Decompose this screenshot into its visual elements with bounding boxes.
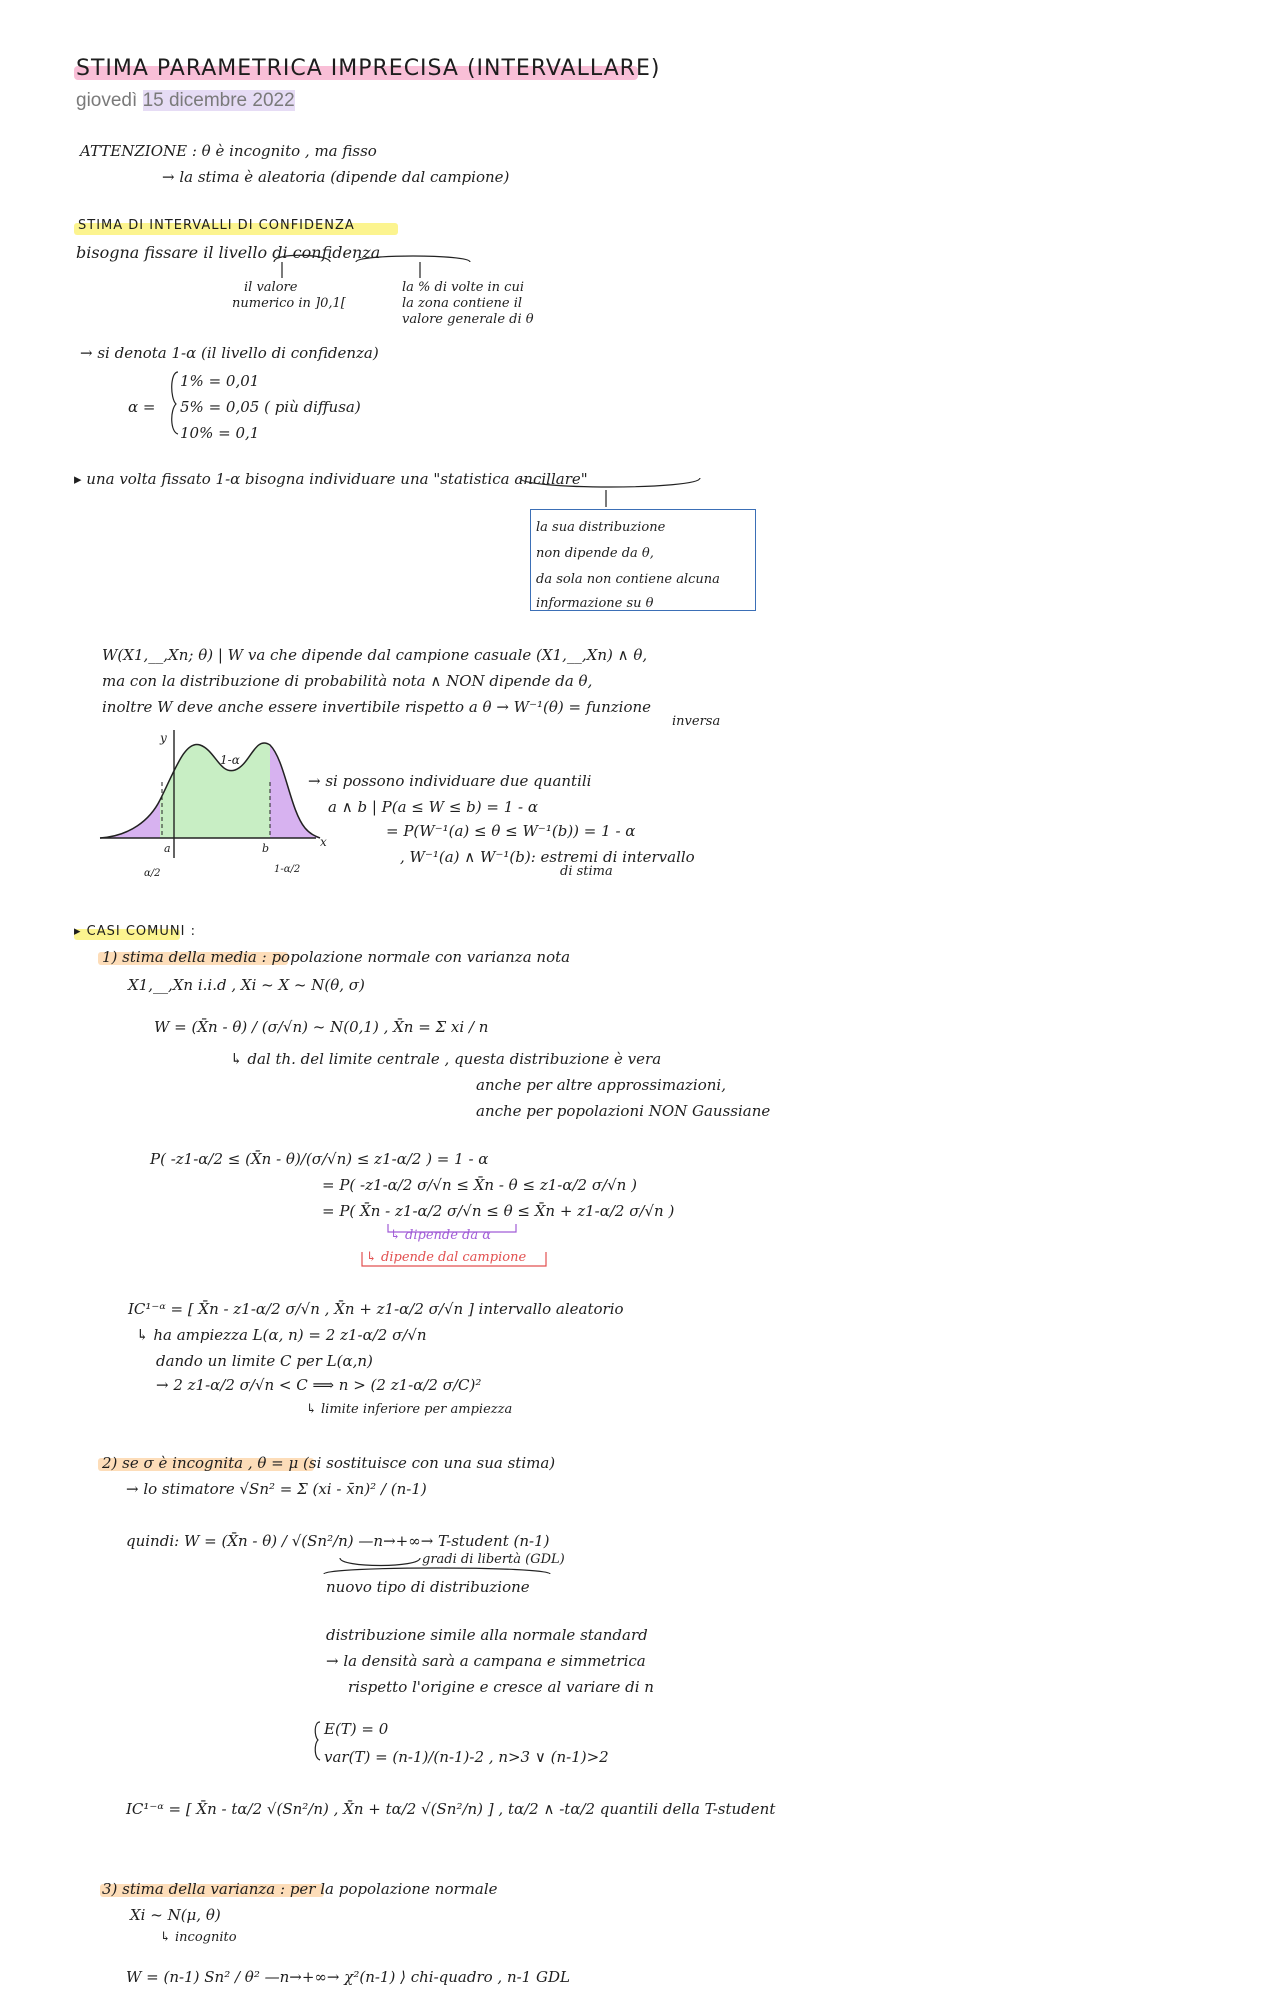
w-line-1: W(X1,__,Xn; θ) | W va che dipende dal campione casuale (X1,__,Xn) ∧ θ, bbox=[102, 646, 648, 664]
case2-new-distribution: nuovo tipo di distribuzione bbox=[326, 1578, 530, 1596]
case3-w: W = (n-1) Sn² / θ² —n→+∞→ χ²(n-1) ⟩ chi-quadro , n-1 GDL bbox=[126, 1968, 570, 1986]
graph-a-label: a bbox=[164, 842, 171, 855]
box-line-1: la sua distribuzione bbox=[536, 520, 666, 535]
attenzione-line: ATTENZIONE : θ è incognito , ma fisso bbox=[80, 142, 377, 160]
prob-line-1: P( -z1-α/2 ≤ (X̄n - θ)/(σ/√n) ≤ z1-α/2 ) = 1 - α bbox=[150, 1150, 489, 1168]
case2-variance: var(T) = (n-1)/(n-1)-2 , n>3 ∨ (n-1)>2 bbox=[324, 1748, 609, 1766]
ic-line-2: ↳ ha ampiezza L(α, n) = 2 z1-α/2 σ/√n bbox=[136, 1326, 427, 1344]
density-graph bbox=[100, 730, 320, 858]
case2-gdl: gradi di libertà (GDL) bbox=[422, 1552, 565, 1567]
brace-tstudent bbox=[324, 1568, 550, 1574]
case1-heading: 1) stima della media : popolazione normale con varianza nota bbox=[102, 948, 571, 966]
bisogna-line: bisogna fissare il livello di confidenza bbox=[76, 243, 381, 262]
ancillare-underline bbox=[520, 478, 700, 487]
case3-dist: Xi ~ N(μ, θ) bbox=[130, 1906, 221, 1924]
alpha-option-2: 5% = 0,05 ( più diffusa) bbox=[180, 398, 361, 416]
graph-right-tail bbox=[270, 745, 320, 838]
box-line-4: informazione su θ bbox=[536, 596, 654, 611]
valore-note-2: numerico in ]0,1[ bbox=[232, 296, 346, 311]
case1-w: W = (X̄n - θ) / (σ/√n) ~ N(0,1) , X̄n = Σ xi / n bbox=[154, 1018, 489, 1036]
prob-depends-sample: ↳ dipende dal campione bbox=[366, 1250, 527, 1265]
percent-note-1: la % di volte in cui bbox=[402, 280, 524, 295]
case2-stimatore: → lo stimatore √Sn² = Σ (xi - x̄n)² / (n-1) bbox=[126, 1480, 427, 1498]
case1-iid: X1,__,Xn i.i.d , Xi ~ X ~ N(θ, σ) bbox=[128, 976, 365, 994]
brace-expectation bbox=[315, 1722, 320, 1760]
case2-desc-3: rispetto l'origine e cresce al variare di n bbox=[348, 1678, 654, 1696]
denota-line: → si denota 1-α (il livello di confidenza) bbox=[80, 344, 379, 362]
w-line-3: inoltre W deve anche essere invertibile rispetto a θ → W⁻¹(θ) = funzione bbox=[102, 698, 652, 716]
case2-ic: IC¹⁻ᵅ = [ X̄n - tα/2 √(Sn²/n) , X̄n + tα/2 √(Sn²/n) ] , tα/2 ∧ -tα/2 quantili della T-student bbox=[126, 1800, 776, 1818]
case3-unknown: ↳ incognito bbox=[160, 1930, 237, 1945]
w-line-4: inversa bbox=[672, 714, 721, 729]
prob-depends-alpha: ↳ dipende da α bbox=[390, 1228, 492, 1243]
w-line-2: ma con la distribuzione di probabilità nota ∧ NON dipende da θ, bbox=[102, 672, 593, 690]
brace-gdl bbox=[340, 1558, 420, 1566]
date-weekday: giovedì bbox=[76, 90, 138, 111]
alpha-brace bbox=[172, 372, 178, 434]
prob-line-3: = P( X̄n - z1-α/2 σ/√n ≤ θ ≤ X̄n + z1-α/2 σ/√n ) bbox=[322, 1202, 675, 1220]
case2-heading: 2) se σ è incognita , θ = μ (si sostituisce con una sua stima) bbox=[102, 1454, 556, 1472]
ic-line-4: → 2 z1-α/2 σ/√n < C ⟹ n > (2 z1-α/2 σ/C)² bbox=[156, 1376, 482, 1394]
quantili-line-1: → si possono individuare due quantili bbox=[308, 772, 592, 790]
prob-line-2: = P( -z1-α/2 σ/√n ≤ X̄n - θ ≤ z1-α/2 σ/√n ) bbox=[322, 1176, 637, 1194]
graph-b-label: b bbox=[262, 842, 270, 855]
case2-desc-1: distribuzione simile alla normale standard bbox=[326, 1626, 648, 1644]
date-day: 15 dicembre 2022 bbox=[142, 90, 295, 111]
graph-x-label: x bbox=[320, 835, 327, 849]
ic-line-5: ↳ limite inferiore per ampiezza bbox=[306, 1402, 513, 1417]
graph-a2-label: α/2 bbox=[144, 868, 161, 879]
quantili-line-3: = P(W⁻¹(a) ≤ θ ≤ W⁻¹(b)) = 1 - α bbox=[386, 822, 636, 840]
alpha-option-3: 10% = 0,1 bbox=[180, 424, 260, 442]
ic-line-3: dando un limite C per L(α,n) bbox=[156, 1352, 373, 1370]
case3-heading: 3) stima della varianza : per la popolazione normale bbox=[102, 1880, 498, 1898]
page-title: STIMA PARAMETRICA IMPRECISA (INTERVALLARE) bbox=[76, 56, 661, 81]
quantili-line-5: di stima bbox=[560, 864, 613, 879]
ancillare-line: ▸ una volta fissato 1-α bisogna individuare una "statistica ancillare" bbox=[74, 470, 588, 488]
case1-th-2: anche per altre approssimazioni, bbox=[476, 1076, 726, 1094]
ic-line-1: IC¹⁻ᵅ = [ X̄n - z1-α/2 σ/√n , X̄n + z1-α/2 σ/√n ] intervallo aleatorio bbox=[128, 1300, 624, 1318]
case1-th-3: anche per popolazioni NON Gaussiane bbox=[476, 1102, 771, 1120]
percent-note-3: valore generale di θ bbox=[402, 312, 534, 327]
attenzione-sub: → la stima è aleatoria (dipende dal campione) bbox=[162, 168, 510, 186]
quantili-line-2: a ∧ b | P(a ≤ W ≤ b) = 1 - α bbox=[328, 798, 538, 816]
brace-confidenza bbox=[356, 256, 470, 262]
brace-livello bbox=[274, 255, 330, 262]
casi-heading: ▸ CASI COMUNI : bbox=[74, 924, 196, 939]
graph-y-label: y bbox=[160, 731, 167, 745]
graph-b2-label: 1-α/2 bbox=[274, 864, 301, 875]
valore-note-1: il valore bbox=[244, 280, 298, 295]
percent-note-2: la zona contiene il bbox=[402, 296, 523, 311]
case2-desc-2: → la densità sarà a campana e simmetrica bbox=[326, 1652, 646, 1670]
box-line-3: da sola non contiene alcuna bbox=[536, 572, 720, 587]
case2-w: quindi: W = (X̄n - θ) / √(Sn²/n) —n→+∞→ T-student (n-1) bbox=[126, 1532, 550, 1550]
case1-th-1: ↳ dal th. del limite centrale , questa distribuzione è vera bbox=[230, 1050, 662, 1068]
alpha-option-1: 1% = 0,01 bbox=[180, 372, 260, 390]
section-heading-intervalli: STIMA DI INTERVALLI DI CONFIDENZA bbox=[78, 218, 355, 233]
graph-conf-label: 1-α bbox=[220, 753, 240, 767]
graph-left-tail bbox=[100, 800, 160, 838]
alpha-equals: α = bbox=[128, 398, 156, 416]
quantili-line-4: , W⁻¹(a) ∧ W⁻¹(b): estremi di intervallo bbox=[400, 848, 695, 866]
case2-expectation: E(T) = 0 bbox=[324, 1720, 389, 1738]
box-line-2: non dipende da θ, bbox=[536, 546, 654, 561]
